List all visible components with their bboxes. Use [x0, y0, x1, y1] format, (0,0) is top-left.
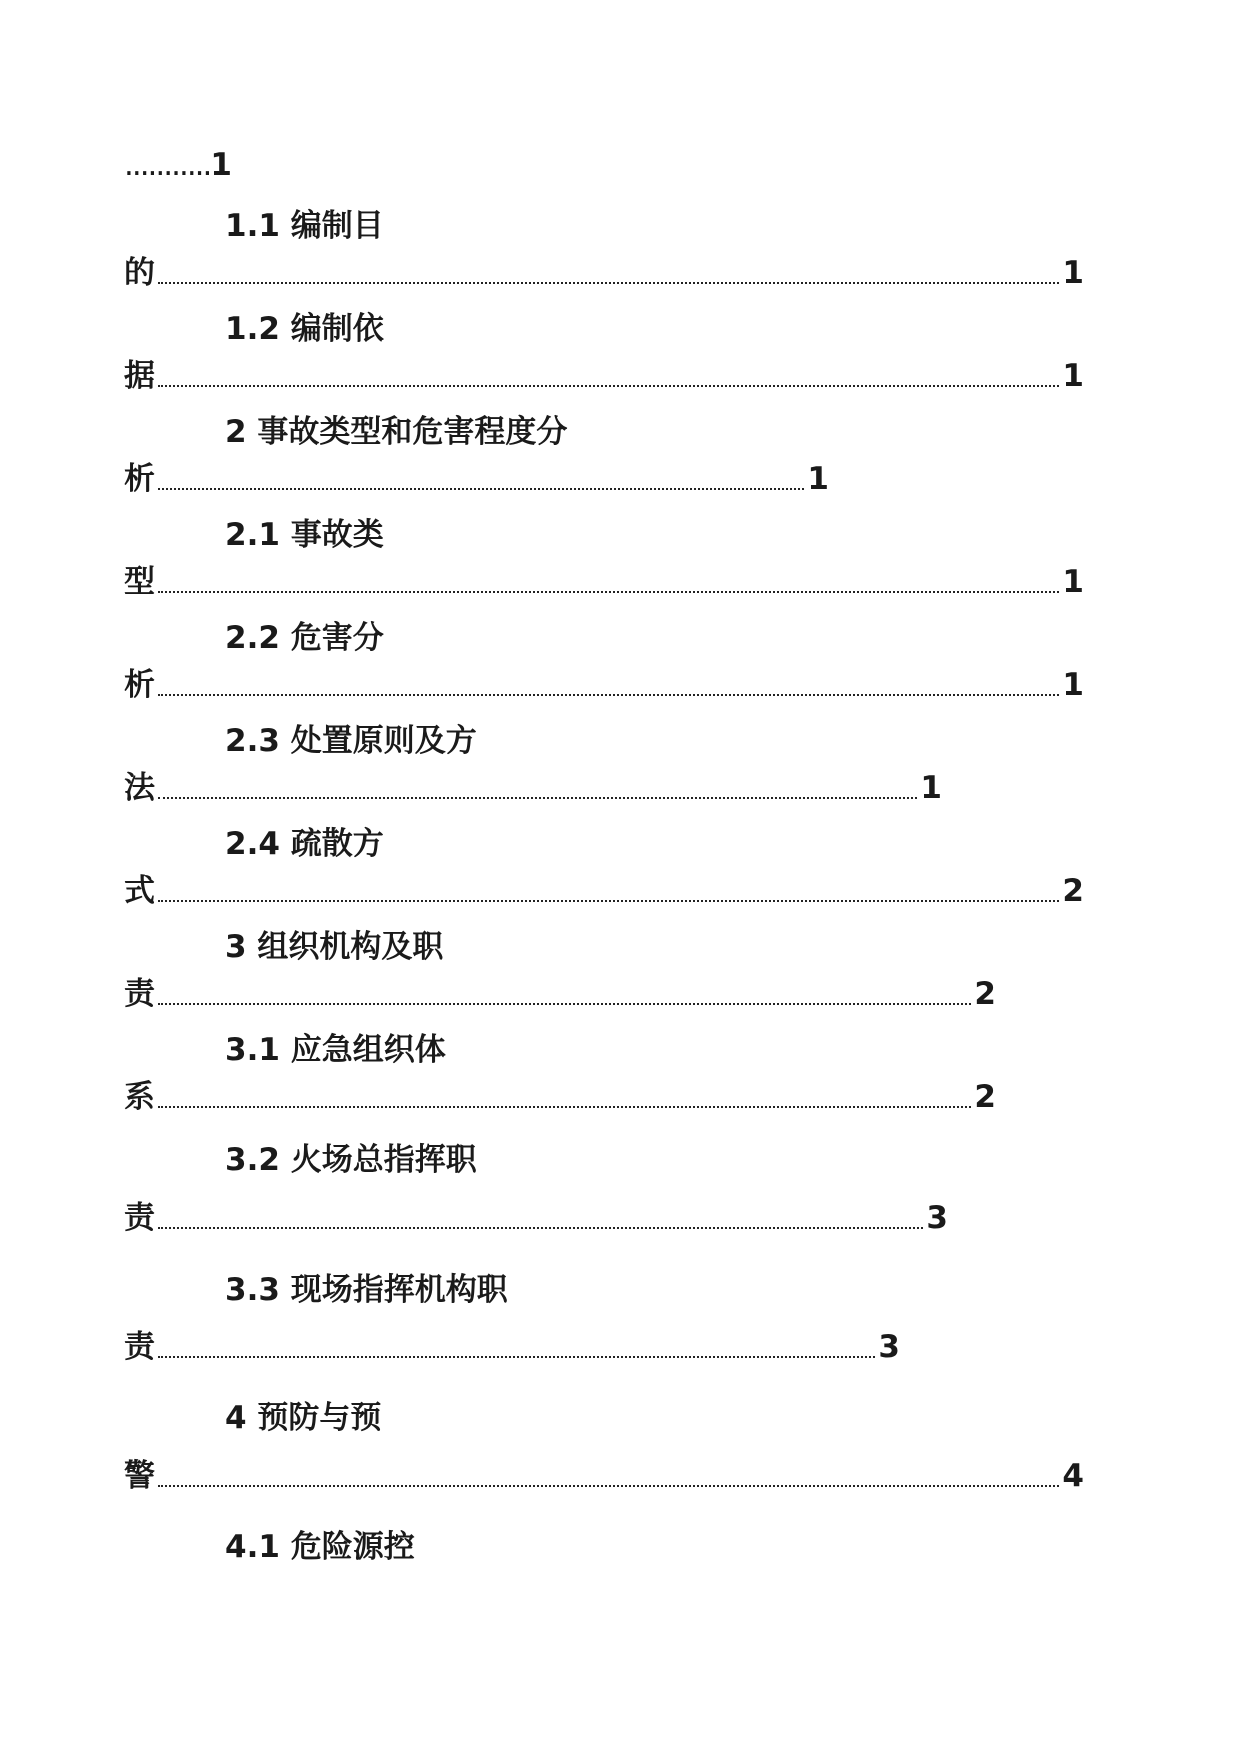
- toc-page-number: 3: [926, 1200, 948, 1236]
- dotted-leader: [158, 588, 1059, 593]
- toc-heading-tail: 的: [124, 255, 155, 291]
- toc-entry-line[interactable]: [124, 459, 829, 499]
- toc-page-number: 2: [974, 1079, 996, 1115]
- toc-heading[interactable]: 4 预防与预: [225, 1400, 382, 1436]
- toc-heading[interactable]: 1.1 编制目: [225, 208, 384, 244]
- toc-page-number: 4: [1062, 1458, 1084, 1494]
- toc-page-number: 1: [1062, 358, 1084, 394]
- toc-entry-line[interactable]: [124, 562, 1084, 602]
- toc-page-number: 1: [1062, 255, 1084, 291]
- dotted-leader: [158, 1224, 923, 1229]
- toc-heading-tail: 责: [124, 976, 155, 1012]
- toc-heading[interactable]: 2.2 危害分: [225, 620, 384, 656]
- toc-heading-tail: 法: [124, 770, 155, 806]
- toc-entry-line[interactable]: [124, 1198, 948, 1238]
- toc-heading-tail: 析: [124, 667, 155, 703]
- toc-entry-line[interactable]: [124, 871, 1084, 911]
- toc-entry-line[interactable]: [124, 974, 996, 1014]
- toc-entry-line[interactable]: [124, 665, 1084, 705]
- toc-heading[interactable]: 1.2 编制依: [225, 311, 384, 347]
- dotted-leader: [158, 1482, 1059, 1487]
- toc-heading[interactable]: 3.2 火场总指挥职: [225, 1142, 477, 1178]
- toc-entry-line[interactable]: [124, 1456, 1084, 1496]
- toc-page-number: 1: [807, 461, 829, 497]
- dotted-leader: [158, 485, 804, 490]
- toc-heading-tail: 责: [124, 1329, 155, 1365]
- toc-heading-tail: 警: [124, 1458, 155, 1494]
- dotted-leader: [158, 1000, 971, 1005]
- toc-page-number: 1: [1062, 667, 1084, 703]
- toc-heading[interactable]: 3.3 现场指挥机构职: [225, 1272, 508, 1308]
- toc-page-number: 2: [974, 976, 996, 1012]
- toc-heading[interactable]: 2 事故类型和危害程度分: [225, 414, 568, 450]
- toc-entry-line[interactable]: [124, 1077, 996, 1117]
- toc-heading-tail: 析: [124, 461, 155, 497]
- dotted-leader: [158, 691, 1059, 696]
- toc-heading-tail: 责: [124, 1200, 155, 1236]
- toc-page-number: 1: [210, 147, 232, 183]
- dotted-leader: [158, 382, 1059, 387]
- dotted-leader: [158, 897, 1059, 902]
- toc-leader-text: ...........: [124, 147, 211, 183]
- toc-entry-line[interactable]: [124, 1327, 900, 1367]
- toc-entry-line[interactable]: [124, 356, 1084, 396]
- toc-heading[interactable]: 2.4 疏散方: [225, 826, 384, 862]
- toc-heading-tail: 型: [124, 564, 155, 600]
- toc-heading-tail: 据: [124, 358, 155, 394]
- toc-heading[interactable]: 3.1 应急组织体: [225, 1032, 446, 1068]
- toc-page-number: 1: [1062, 564, 1084, 600]
- toc-entry-first[interactable]: [124, 145, 244, 185]
- toc-entry-line[interactable]: [124, 768, 942, 808]
- toc-heading-tail: 系: [124, 1079, 155, 1115]
- toc-heading[interactable]: 3 组织机构及职: [225, 929, 444, 965]
- dotted-leader: [158, 1353, 875, 1358]
- dotted-leader: [158, 279, 1059, 284]
- toc-heading[interactable]: 4.1 危险源控: [225, 1529, 415, 1565]
- toc-page-number: 2: [1062, 873, 1084, 909]
- toc-page-number: 3: [878, 1329, 900, 1365]
- toc-heading[interactable]: 2.3 处置原则及方: [225, 723, 477, 759]
- toc-heading[interactable]: 2.1 事故类: [225, 517, 384, 553]
- toc-heading-tail: 式: [124, 873, 155, 909]
- toc-page-number: 1: [920, 770, 942, 806]
- dotted-leader: [158, 1103, 971, 1108]
- dotted-leader: [158, 794, 917, 799]
- toc-entry-line[interactable]: [124, 253, 1084, 293]
